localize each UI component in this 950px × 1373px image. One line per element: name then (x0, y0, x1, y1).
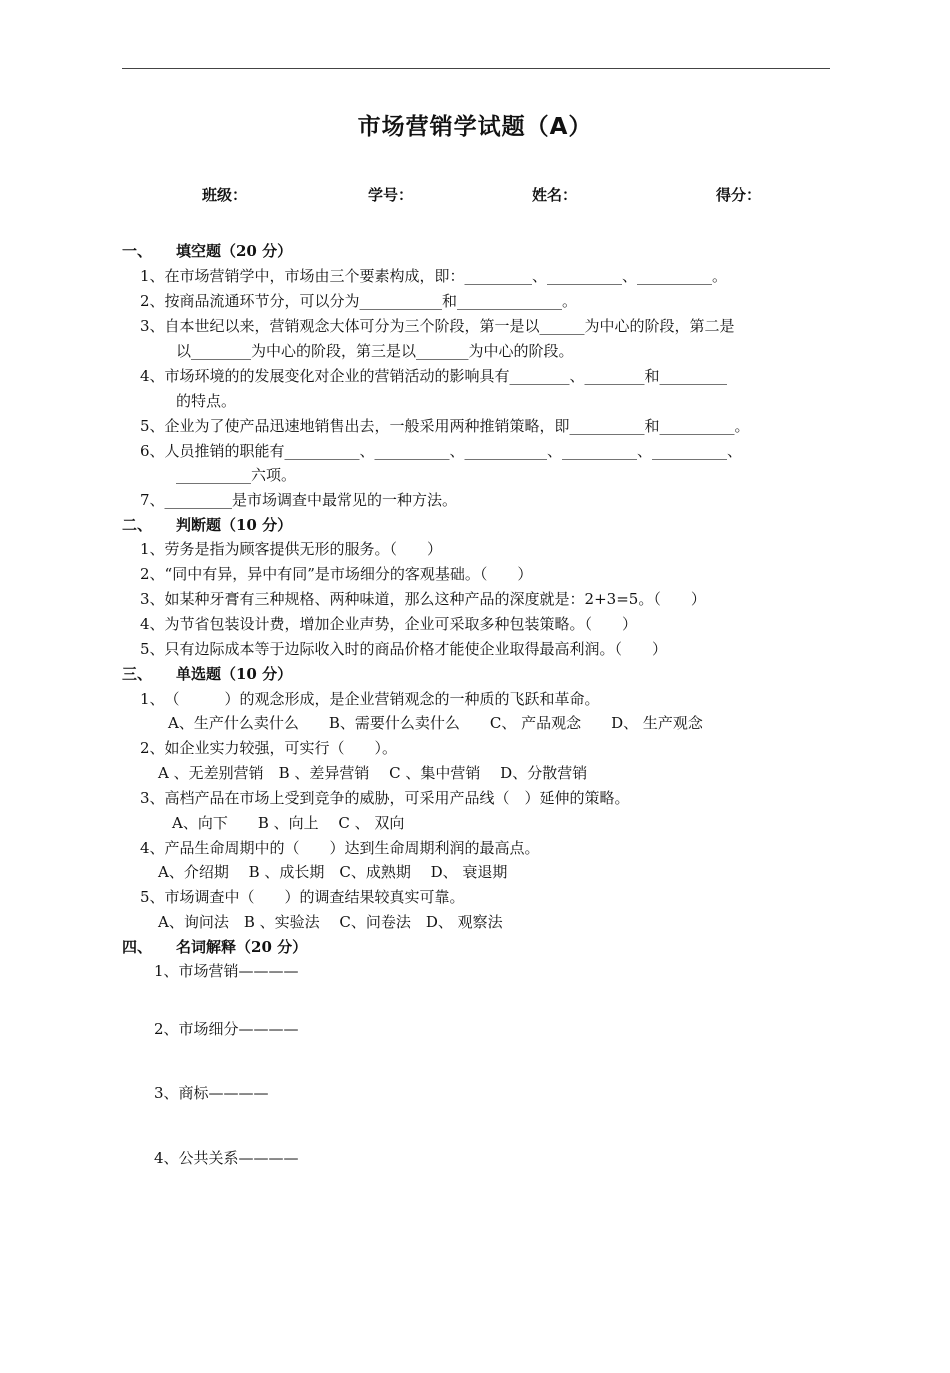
section-title: 填空题（20 分） (176, 242, 293, 260)
section-heading-definitions (122, 937, 307, 957)
question-line: 1、劳务是指为顾客提供无形的服务。（ ） (140, 540, 443, 558)
question-line: 6、人员推销的职能有__________、__________、___________、__________、__________、 (140, 442, 743, 460)
section-title: 单选题（10 分） (176, 665, 293, 683)
class-label: 班级： (202, 186, 248, 204)
question-line: 5、企业为了使产品迅速地销售出去，一般采用两种推销策略，即__________和__________。 (140, 417, 750, 435)
question-line: 5、只有边际成本等于边际收入时的商品价格才能使企业取得最高利润。（ ） (140, 640, 668, 658)
question-line: 以________为中心的阶段，第三是以_______为中心的阶段。 (176, 342, 574, 360)
question-line: 4、市场环境的的发展变化对企业的营销活动的影响具有________、________和_________ (140, 367, 728, 385)
section-number: 二、 (122, 516, 153, 534)
answer-options: A、向下 B 、向上 C 、 双向 (172, 814, 405, 832)
section-heading-true-false (122, 515, 292, 535)
question-line: 5、市场调查中（ ）的调查结果较真实可靠。 (140, 888, 465, 906)
answer-options: A、生产什么卖什么 B、需要什么卖什么 C、 产品观念 D、 生产观念 (168, 714, 703, 732)
section-title: 名词解释（20 分） (176, 938, 308, 956)
definition-item: 3、商标———— (154, 1084, 269, 1102)
question-line: __________六项。 (176, 466, 297, 484)
question-line: 7、_________是市场调查中最常见的一种方法。 (140, 491, 458, 509)
section-heading-single-choice (122, 664, 292, 684)
header-rule (122, 68, 830, 69)
answer-options: A、询问法 B 、实验法 C、问卷法 D、 观察法 (158, 913, 503, 931)
question-line: 4、为节省包装设计费，增加企业声势，企业可采取多种包装策略。（ ） (140, 615, 638, 633)
section-number: 四、 (122, 938, 153, 956)
definition-item: 2、市场细分———— (154, 1020, 299, 1038)
answer-options: A 、无差别营销 B 、差异营销 C 、集中营销 D、分散营销 (158, 764, 588, 782)
section-title: 判断题（10 分） (176, 516, 293, 534)
definition-item: 1、市场营销———— (154, 962, 299, 980)
page-title: 市场营销学试题（A） (357, 114, 593, 140)
question-line: 2、如企业实力较强，可实行（ ）。 (140, 739, 398, 757)
section-number: 三、 (122, 665, 153, 683)
question-line: 3、如某种牙膏有三种规格、两种味道，那么这种产品的深度就是：2+3=5。（ ） (140, 590, 706, 608)
question-line: 3、自本世纪以来，营销观念大体可分为三个阶段，第一是以______为中心的阶段，第二是 (140, 317, 735, 335)
answer-options: A、介绍期 B 、成长期 C、成熟期 D、 衰退期 (158, 863, 508, 881)
question-line: 2、“同中有异，异中有同”是市场细分的客观基础。（ ） (140, 565, 533, 583)
question-line: 1、在市场营销学中，市场由三个要素构成，即：_________、__________、__________。 (140, 267, 728, 285)
student-id-label: 学号： (368, 186, 414, 204)
section-number: 一、 (122, 242, 153, 260)
question-line: 3、高档产品在市场上受到竞争的威胁，可采用产品线（ ）延伸的策略。 (140, 789, 630, 807)
question-line: 的特点。 (176, 392, 237, 410)
question-line: 2、按商品流通环节分，可以分为___________和______________。 (140, 292, 578, 310)
name-label: 姓名： (532, 186, 578, 204)
question-line: 4、产品生命周期中的（ ）达到生命周期利润的最高点。 (140, 839, 540, 857)
definition-item: 4、公共关系———— (154, 1149, 299, 1167)
section-heading-fill-in (122, 241, 292, 261)
score-label: 得分： (716, 186, 762, 204)
question-line: 1、 （ ）的观念形成，是企业营销观念的一种质的飞跃和革命。 (140, 690, 600, 708)
